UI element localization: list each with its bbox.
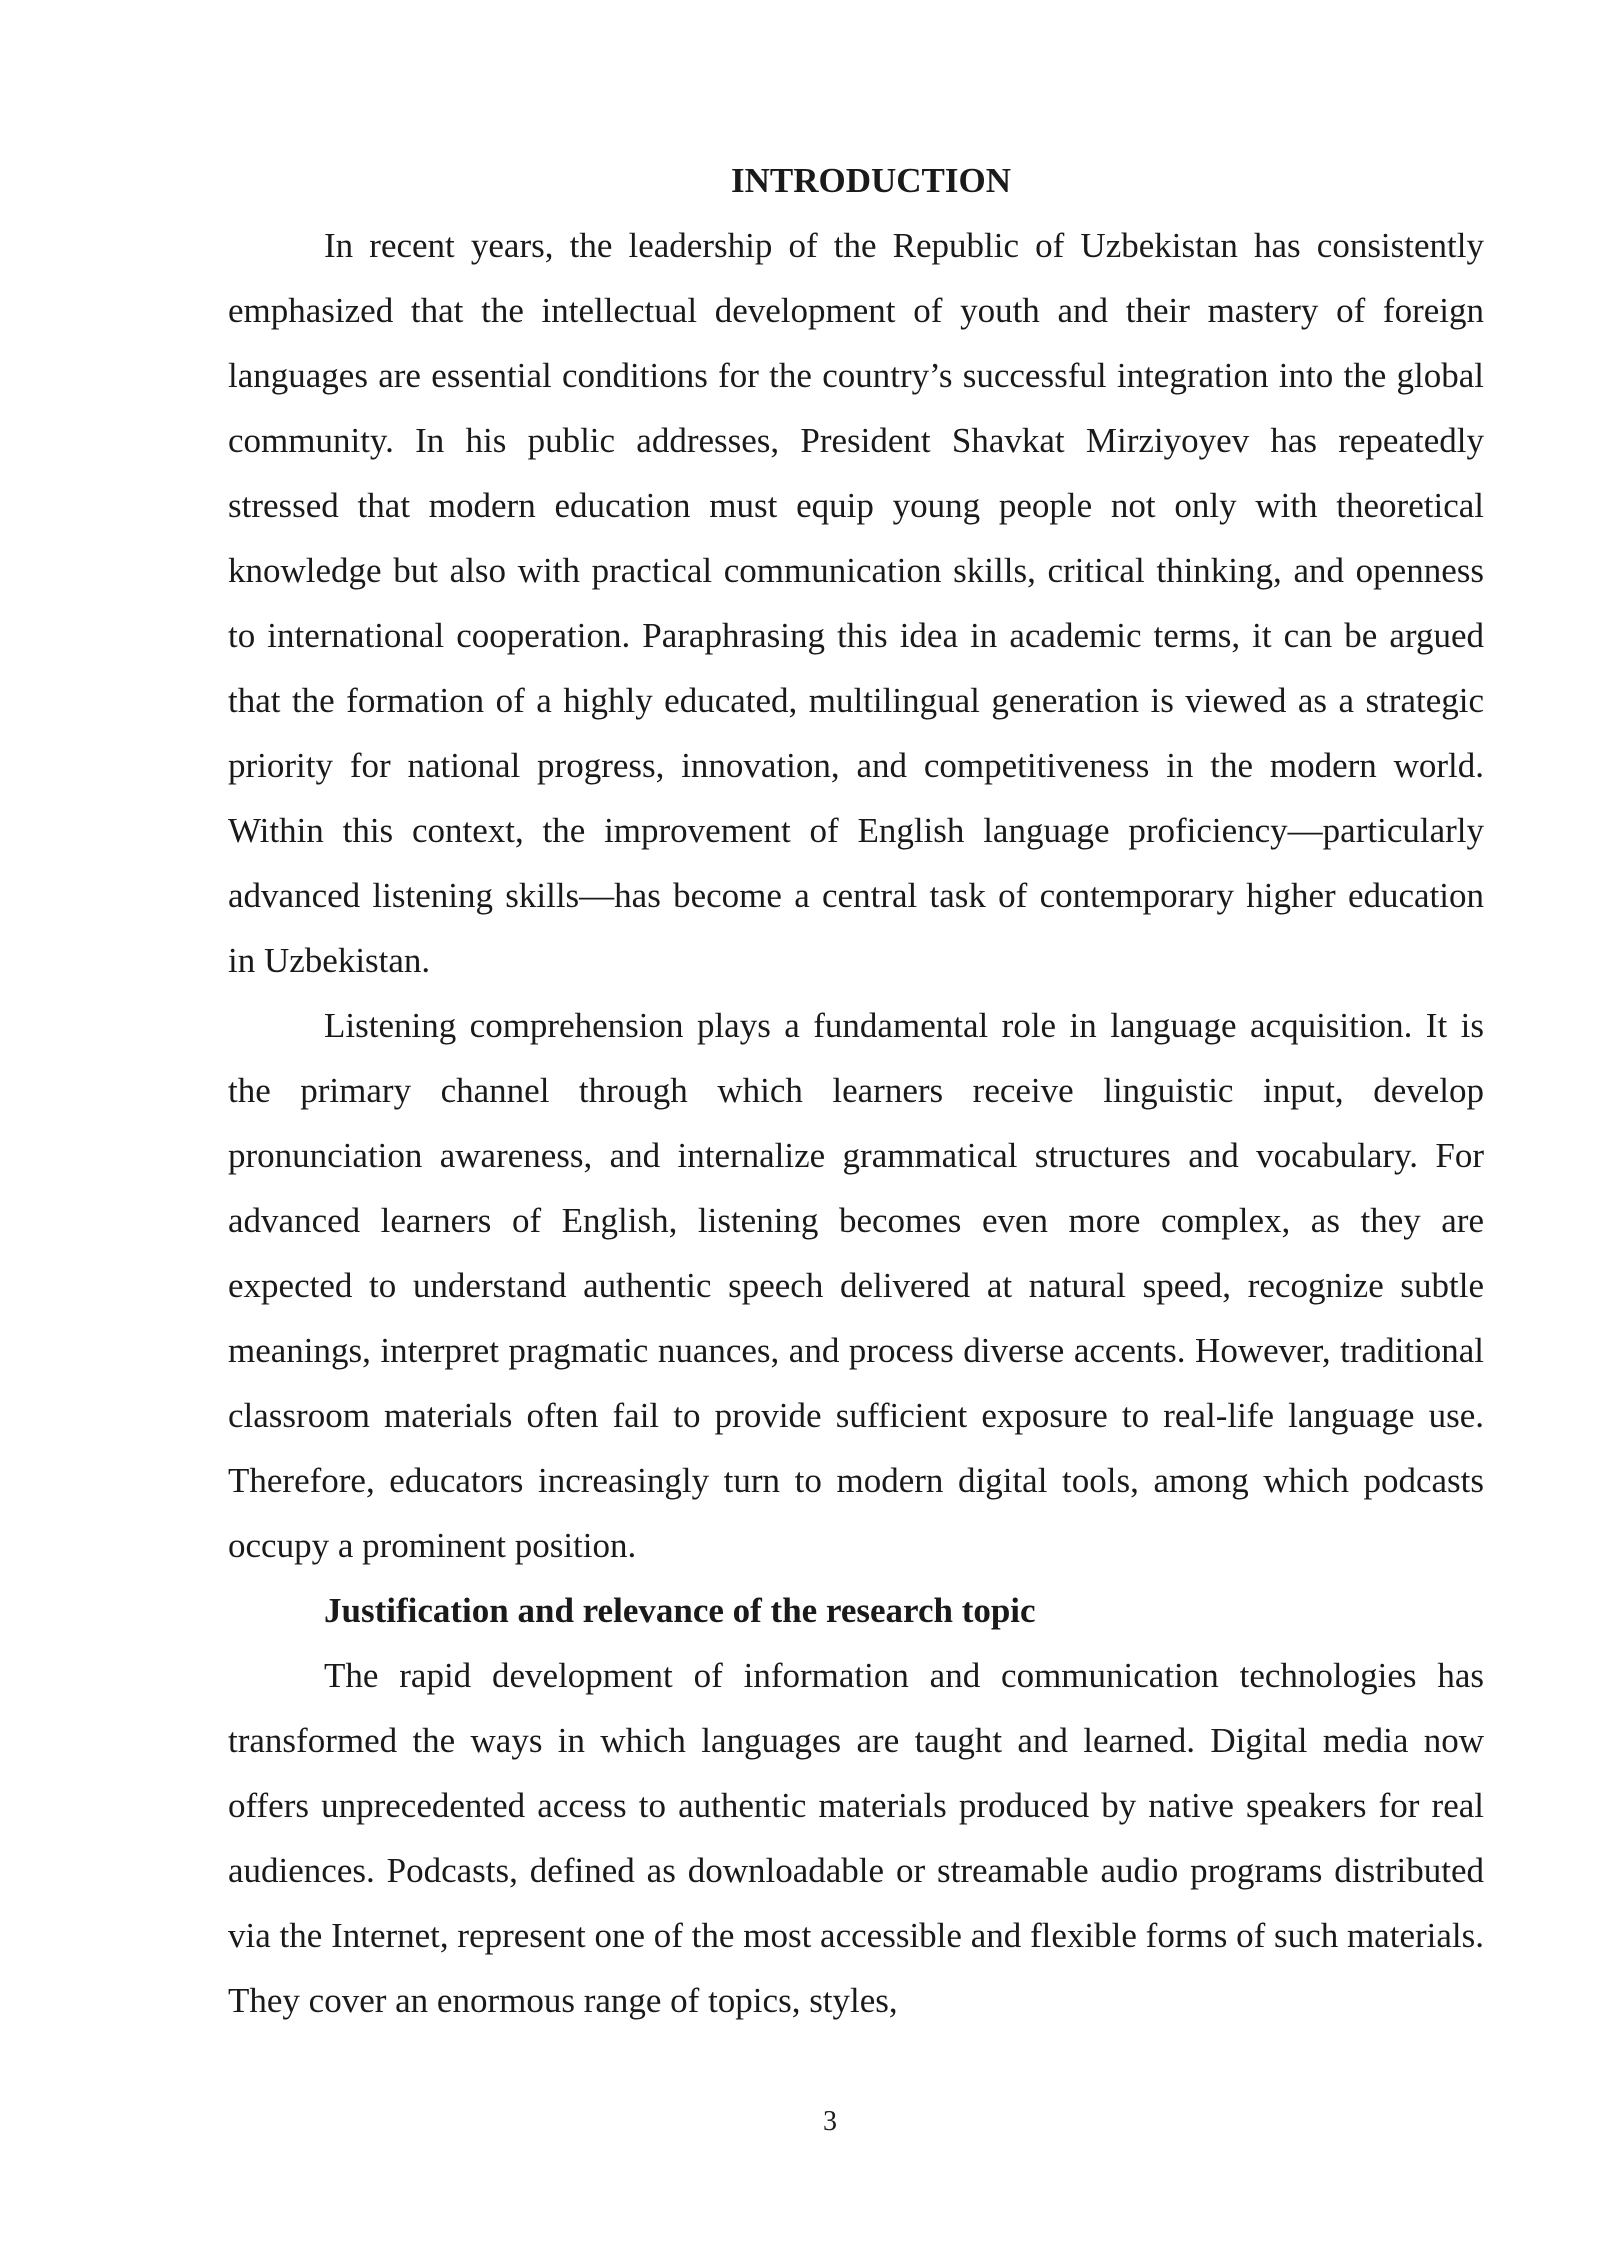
page-number: 3 — [823, 2106, 837, 2137]
page-body — [228, 148, 1484, 2033]
paragraph-3: The rapid development of information and communication technologies has transformed the ways in which languages are taught and learned. Digital media now offers unprecedented access to authentic materials produced by native speakers for real audiences. Podcasts, defined as downloadable or streamable audio programs distributed via the Internet, represent one of the most accessible and flexible forms of such materials. They cover an enormous range of topics, styles, — [228, 1656, 1484, 2020]
paragraph-2: Listening comprehension plays a fundamental role in language acquisition. It is the primary channel through which learners receive linguistic input, develop pronunciation awareness, and internalize grammatical structures and vocabulary. For advanced learners of English, listening becomes even more complex, as they are expected to understand authentic speech delivered at natural speed, recognize subtle meanings, interpret pragmatic nuances, and process diverse accents. However, traditional classroom materials often fail to provide sufficient exposure to real-life language use. Therefore, educators increasingly turn to modern digital tools, among which podcasts occupy a prominent position. — [228, 1006, 1484, 1565]
paragraph-1: In recent years, the leadership of the Republic of Uzbekistan has consistently emphasized that the intellectual development of youth and their mastery of foreign languages are essential conditions for the country’s successful integration into the global community. In his public addresses, President Shavkat Mirziyoyev has repeatedly stressed that modern education must equip young people not only with theoretical knowledge but also with practical communication skills, critical thinking, and openness to international cooperation. Paraphrasing this idea in academic terms, it can be argued that the formation of a highly educated, multilingual generation is viewed as a strategic priority for national progress, innovation, and competitiveness in the modern world. Within this context, the improvement of English language proficiency—particularly advanced listening skills—has become a central task of contemporary higher education in Uzbekistan. — [228, 226, 1484, 980]
section-title: INTRODUCTION — [730, 161, 1012, 200]
subheading: Justification and relevance of the research topic — [324, 1591, 1036, 1630]
